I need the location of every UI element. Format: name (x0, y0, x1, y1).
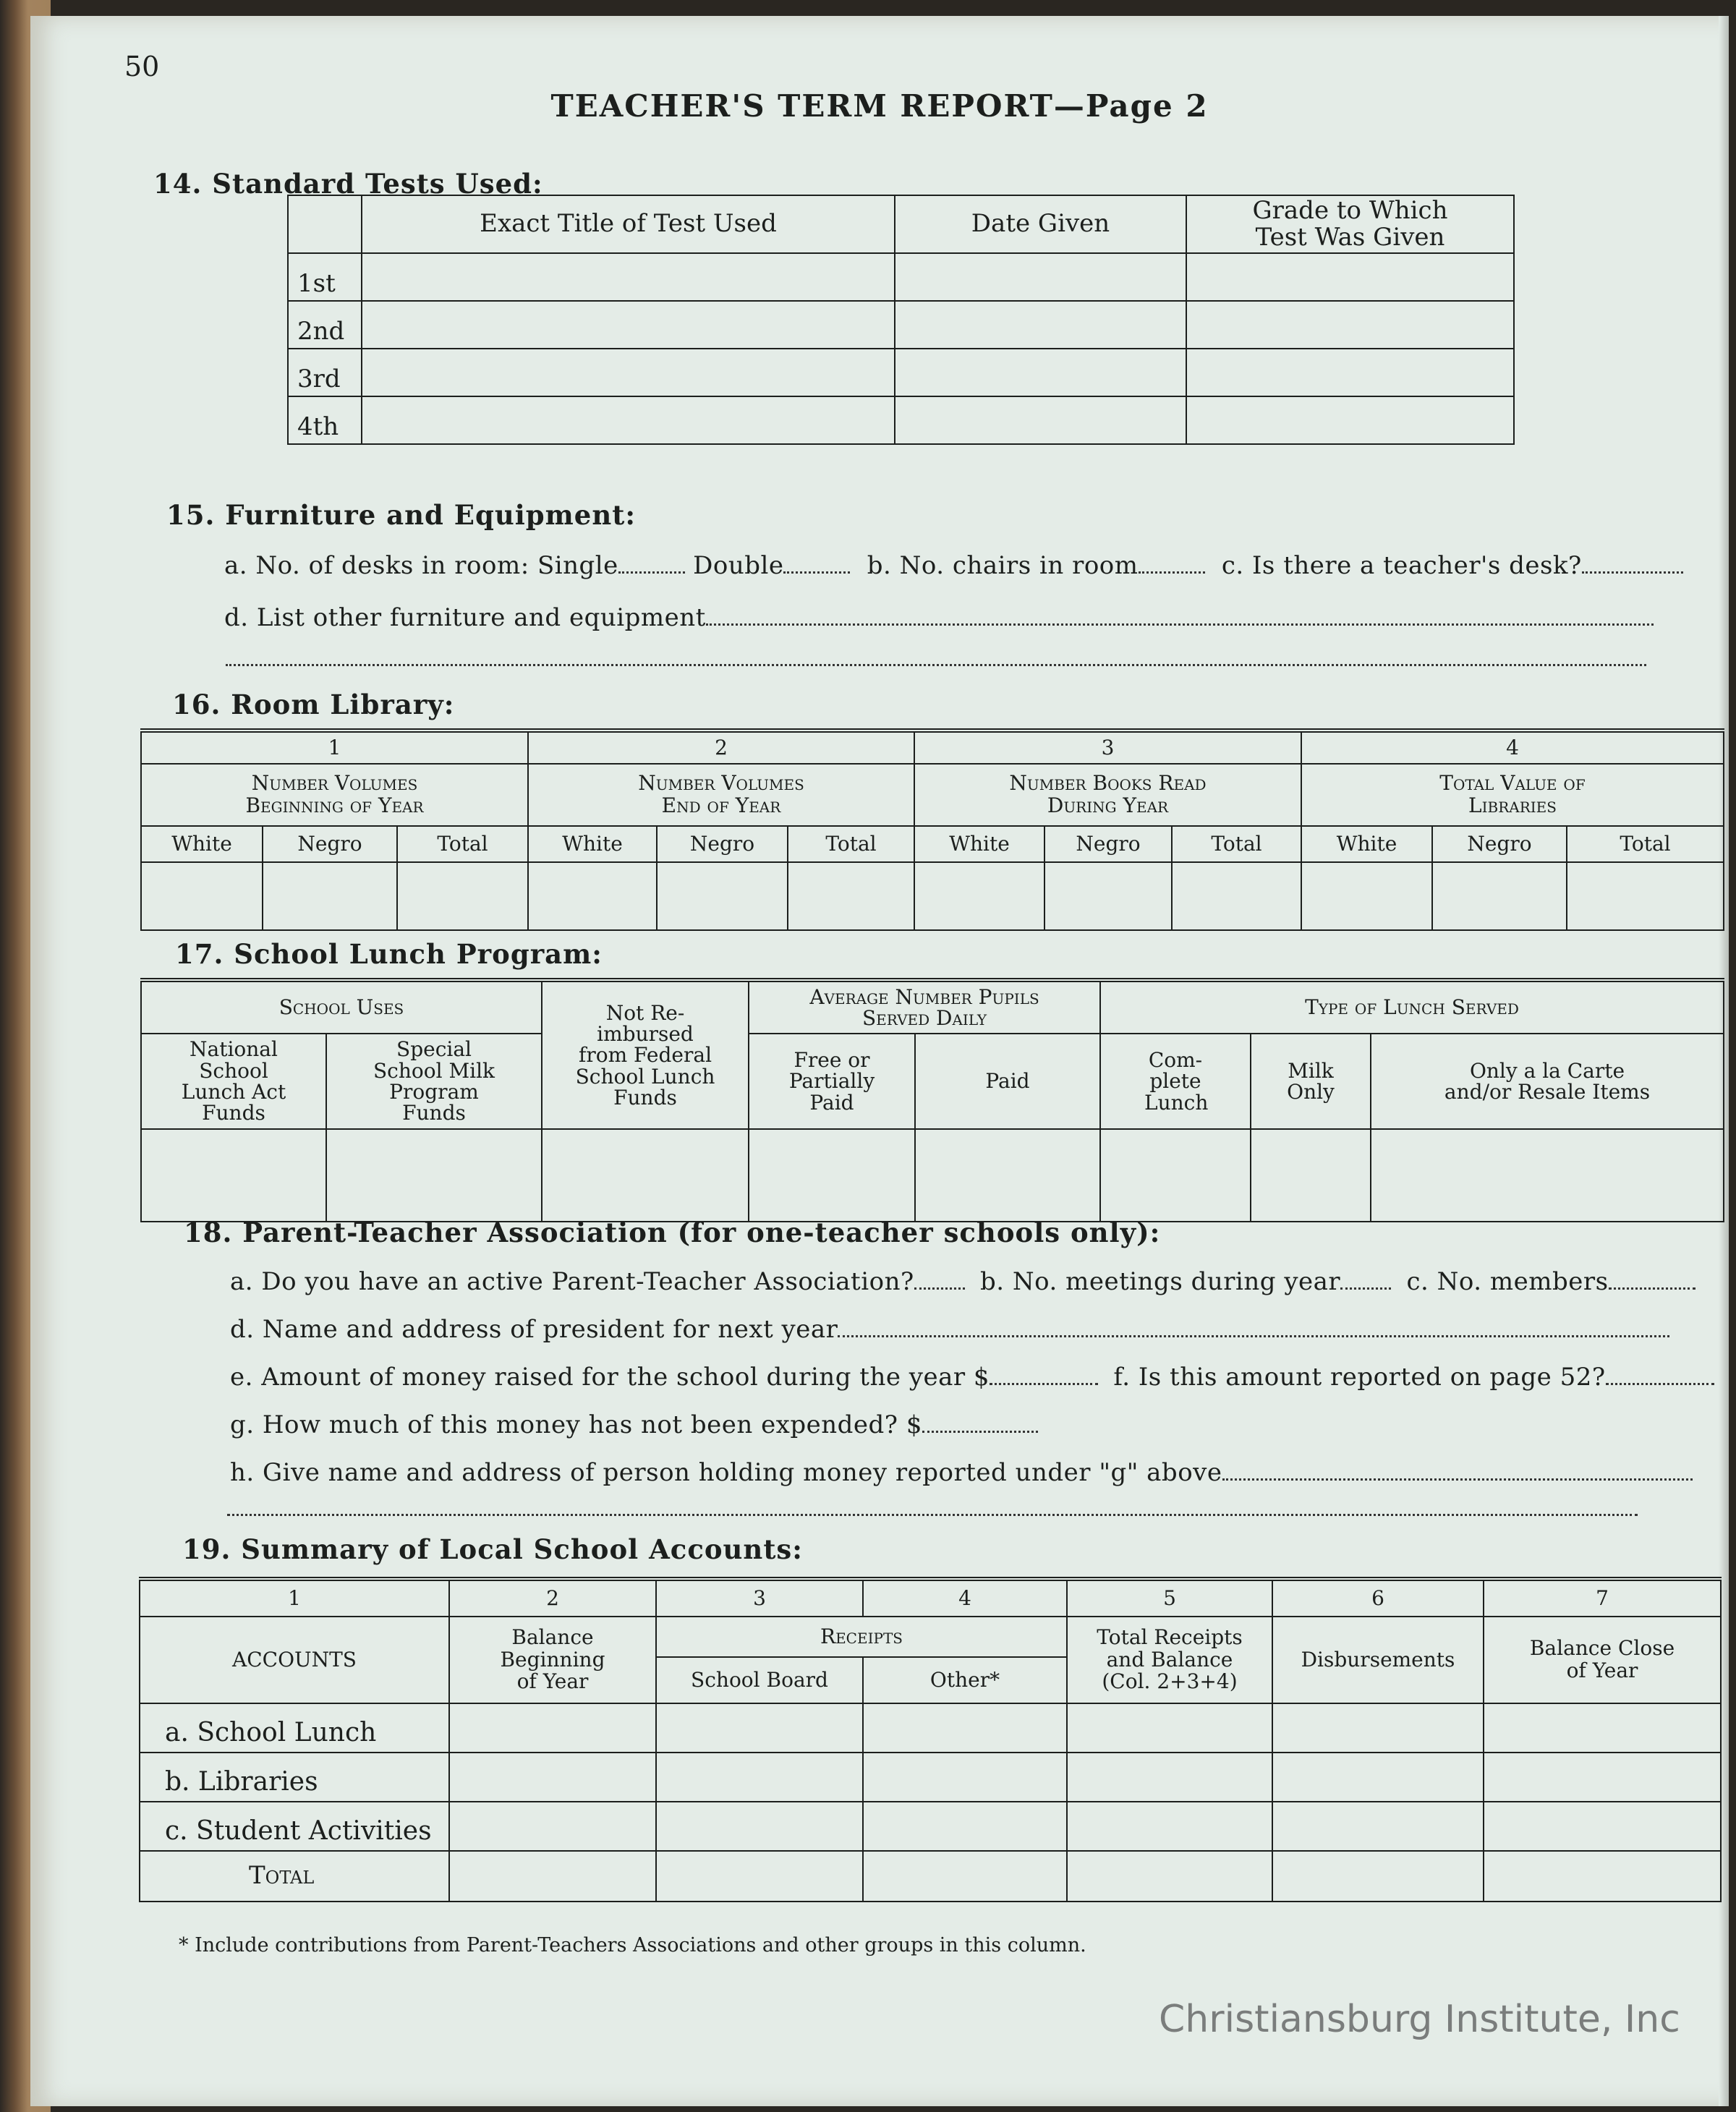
date-cell[interactable] (895, 253, 1186, 301)
other-furniture-field-2[interactable] (226, 663, 1646, 666)
pta-line-h (230, 1458, 1693, 1487)
books-read-header: Number Books Read During Year (914, 764, 1301, 826)
entry-cell[interactable] (1044, 862, 1172, 930)
school-uses-header: School Uses (141, 980, 542, 1034)
entry-cell[interactable] (1567, 862, 1724, 930)
standard-tests-table (287, 195, 1515, 445)
total-receipts-header: Total Receipts and Balance (Col. 2+3+4) (1067, 1617, 1272, 1703)
entry-cell[interactable] (656, 1753, 863, 1802)
col-group-number: 3 (914, 731, 1301, 764)
col-number: 3 (656, 1579, 863, 1617)
entry-cell[interactable] (1272, 1703, 1484, 1753)
library-value-header: Total Value of Libraries (1301, 764, 1724, 826)
section-16-heading: 16. Room Library: (172, 689, 455, 720)
entry-cell[interactable] (1484, 1802, 1721, 1851)
entry-cell[interactable] (1251, 1129, 1371, 1222)
teacher-desk-field[interactable] (1582, 571, 1683, 574)
pta-active-field[interactable] (914, 1287, 965, 1290)
pta-line-d (230, 1315, 1669, 1344)
entry-cell[interactable] (1067, 1703, 1272, 1753)
date-cell[interactable] (895, 349, 1186, 396)
total-row-label: Total (140, 1851, 449, 1902)
col-grade: Grade to Which Test Was Given (1186, 195, 1514, 253)
row-label: 2nd (288, 301, 362, 349)
col-group-number: 2 (528, 731, 914, 764)
total-header: Total (1172, 826, 1301, 862)
col-number: 2 (449, 1579, 656, 1617)
money-holder-field[interactable] (1222, 1478, 1693, 1481)
date-cell[interactable] (895, 301, 1186, 349)
white-header: White (914, 826, 1044, 862)
negro-header: Negro (1432, 826, 1567, 862)
volumes-end-header: Number Volumes End of Year (528, 764, 914, 826)
disbursements-header: Disbursements (1272, 1617, 1484, 1703)
entry-cell[interactable] (1272, 1753, 1484, 1802)
negro-header: Negro (1044, 826, 1172, 862)
school-lunch-table (140, 978, 1724, 1222)
entry-cell[interactable] (449, 1703, 656, 1753)
entry-cell[interactable] (449, 1851, 656, 1902)
form-page (30, 16, 1729, 2106)
test-title-cell[interactable] (362, 253, 895, 301)
total-header: Total (397, 826, 528, 862)
school-lunch-row-label: a. School Lunch (140, 1703, 449, 1753)
reported-page-field[interactable] (1606, 1382, 1714, 1385)
balance-close-header: Balance Close of Year (1484, 1617, 1721, 1703)
lunch-type-header: Type of Lunch Served (1100, 980, 1724, 1034)
president-label: d. Name and address of president for next year (230, 1315, 838, 1344)
reported-page-label: f. Is this amount reported on page 52? (1113, 1363, 1606, 1392)
section-17-heading: 17. School Lunch Program: (175, 938, 603, 970)
accounts-header: ACCOUNTS (140, 1617, 449, 1703)
entry-cell[interactable] (1371, 1129, 1724, 1222)
entry-cell[interactable] (141, 862, 263, 930)
entry-cell[interactable] (1272, 1802, 1484, 1851)
pta-line-g (230, 1410, 1038, 1439)
entry-cell[interactable] (863, 1851, 1067, 1902)
desks-single-label: a. No. of desks in room: Single (224, 551, 618, 580)
entry-cell[interactable] (1484, 1753, 1721, 1802)
pta-members-label: c. No. members (1406, 1267, 1609, 1296)
test-title-cell[interactable] (362, 301, 895, 349)
chairs-field[interactable] (1139, 571, 1205, 574)
pta-meetings-label: b. No. meetings during year (980, 1267, 1341, 1296)
teacher-desk-label: c. Is there a teacher's desk? (1221, 551, 1582, 580)
row-label: 3rd (288, 349, 362, 396)
pta-line-a (230, 1267, 1695, 1296)
pta-meetings-field[interactable] (1340, 1287, 1391, 1290)
desks-line (224, 551, 1683, 580)
negro-header: Negro (263, 826, 397, 862)
not-expended-label: g. How much of this money has not been expended? $ (230, 1410, 922, 1439)
row-label: 1st (288, 253, 362, 301)
complete-lunch-header: Com-plete Lunch (1100, 1034, 1251, 1129)
entry-cell[interactable] (449, 1753, 656, 1802)
entry-cell[interactable] (1484, 1703, 1721, 1753)
row-label: 4th (288, 396, 362, 444)
desks-double-label: Double (693, 551, 784, 580)
money-raised-label: e. Amount of money raised for the school during the year $ (230, 1363, 990, 1392)
entry-cell[interactable] (326, 1129, 542, 1222)
section-15-heading: 15. Furniture and Equipment: (166, 499, 636, 531)
entry-cell[interactable] (397, 862, 528, 930)
entry-cell[interactable] (449, 1802, 656, 1851)
grade-cell[interactable] (1186, 253, 1514, 301)
entry-cell[interactable] (141, 1129, 326, 1222)
blank-header (288, 195, 362, 253)
white-header: White (141, 826, 263, 862)
section-14-heading: 14. Standard Tests Used: (153, 168, 543, 200)
balance-beginning-header: Balance Beginning of Year (449, 1617, 656, 1703)
national-school-lunch-header: National School Lunch Act Funds (141, 1034, 326, 1129)
special-milk-header: Special School Milk Program Funds (326, 1034, 542, 1129)
total-header: Total (788, 826, 914, 862)
president-field[interactable] (838, 1334, 1669, 1337)
school-board-header: School Board (656, 1657, 863, 1703)
entry-cell[interactable] (656, 1703, 863, 1753)
entry-cell[interactable] (1067, 1802, 1272, 1851)
chairs-label: b. No. chairs in room (867, 551, 1139, 580)
school-accounts-table (139, 1577, 1722, 1902)
section-19-heading: 19. Summary of Local School Accounts: (182, 1533, 803, 1565)
grade-cell[interactable] (1186, 396, 1514, 444)
watermark: Christiansburg Institute, Inc (1159, 1998, 1680, 2041)
single-desks-field[interactable] (618, 571, 685, 574)
test-title-cell[interactable] (362, 396, 895, 444)
entry-cell[interactable] (657, 862, 788, 930)
money-holder-label: h. Give name and address of person holding money reported under "g" above (230, 1458, 1222, 1487)
entry-cell[interactable] (1067, 1753, 1272, 1802)
entry-cell[interactable] (263, 862, 397, 930)
entry-cell[interactable] (1100, 1129, 1251, 1222)
col-test-title: Exact Title of Test Used (362, 195, 895, 253)
free-partially-paid-header: Free or Partially Paid (749, 1034, 915, 1129)
test-title-cell[interactable] (362, 349, 895, 396)
entry-cell[interactable] (863, 1802, 1067, 1851)
paid-header: Paid (915, 1034, 1100, 1129)
student-activities-row-label: c. Student Activities (140, 1802, 449, 1851)
white-header: White (528, 826, 657, 862)
double-desks-field[interactable] (783, 571, 850, 574)
not-reimbursed-header: Not Re-imbursed from Federal School Lunch Funds (542, 980, 749, 1129)
col-number: 6 (1272, 1579, 1484, 1617)
col-date-given: Date Given (895, 195, 1186, 253)
entry-cell[interactable] (1067, 1851, 1272, 1902)
entry-cell[interactable] (749, 1129, 915, 1222)
entry-cell[interactable] (915, 1129, 1100, 1222)
average-pupils-header: Average Number Pupils Served Daily (749, 980, 1100, 1034)
total-header: Total (1567, 826, 1724, 862)
pta-members-field[interactable] (1609, 1287, 1695, 1290)
col-number: 4 (863, 1579, 1067, 1617)
entry-cell[interactable] (1301, 862, 1432, 930)
entry-cell[interactable] (1272, 1851, 1484, 1902)
entry-cell[interactable] (528, 862, 657, 930)
entry-cell[interactable] (914, 862, 1044, 930)
a-la-carte-header: Only a la Carte and/or Resale Items (1371, 1034, 1724, 1129)
other-header: Other* (863, 1657, 1067, 1703)
other-furniture-field[interactable] (706, 623, 1654, 626)
not-expended-field[interactable] (922, 1430, 1038, 1433)
page-title: TEACHER'S TERM REPORT—Page 2 (550, 88, 1209, 124)
grade-cell[interactable] (1186, 349, 1514, 396)
other-furniture-line (224, 603, 1654, 632)
pta-line-e (230, 1363, 1714, 1392)
room-library-table (140, 728, 1724, 931)
col-number: 7 (1484, 1579, 1721, 1617)
col-group-number: 4 (1301, 731, 1724, 764)
entry-cell[interactable] (1432, 862, 1567, 930)
footnote: * Include contributions from Parent-Teachers Associations and other groups in this column. (179, 1934, 1086, 1956)
milk-only-header: Milk Only (1251, 1034, 1371, 1129)
section-18-heading: 18. Parent-Teacher Association (for one-teacher schools only): (184, 1217, 1161, 1248)
negro-header: Negro (657, 826, 788, 862)
entry-cell[interactable] (863, 1703, 1067, 1753)
pta-active-label: a. Do you have an active Parent-Teacher Association? (230, 1267, 914, 1296)
page-number: 50 (124, 51, 160, 82)
col-group-number: 1 (141, 731, 528, 764)
money-holder-field-2[interactable] (227, 1513, 1638, 1516)
entry-cell[interactable] (863, 1753, 1067, 1802)
col-number: 5 (1067, 1579, 1272, 1617)
grade-cell[interactable] (1186, 301, 1514, 349)
date-cell[interactable] (895, 396, 1186, 444)
money-raised-field[interactable] (990, 1382, 1098, 1385)
entry-cell[interactable] (1484, 1851, 1721, 1902)
entry-cell[interactable] (1172, 862, 1301, 930)
entry-cell[interactable] (656, 1851, 863, 1902)
receipts-header: Receipts (656, 1617, 1067, 1657)
other-furniture-label: d. List other furniture and equipment (224, 603, 706, 632)
entry-cell[interactable] (542, 1129, 749, 1222)
volumes-beginning-header: Number Volumes Beginning of Year (141, 764, 528, 826)
libraries-row-label: b. Libraries (140, 1753, 449, 1802)
entry-cell[interactable] (788, 862, 914, 930)
white-header: White (1301, 826, 1432, 862)
col-number: 1 (140, 1579, 449, 1617)
entry-cell[interactable] (656, 1802, 863, 1851)
